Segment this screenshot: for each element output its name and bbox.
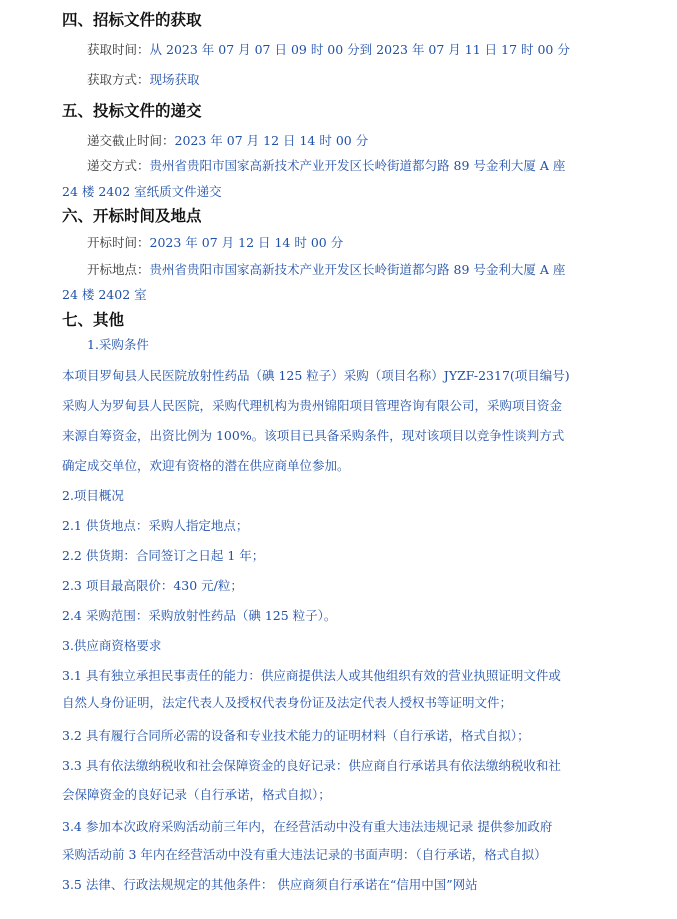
paragraph-line: 来源自筹资金，出资比例为 100%。该项目已具备采购条件，现对该项目以竞争性谈判方式 — [62, 428, 565, 443]
submission-method — [87, 157, 565, 175]
section-heading: 四、招标文件的获取 — [62, 11, 202, 29]
field-value: 现场获取 — [149, 72, 200, 87]
field-value: 贵州省贵阳市国家高新技术产业开发区长岭街道都匀路 89 号金利大厦 A 座 — [149, 262, 566, 277]
list-item: 2.4 采购范围：采购放射性药品（碘 125 粒子）。 — [62, 608, 337, 623]
field-value: 从 2023 年 07 月 07 日 09 时 00 分到 2023 年 07 月 11 日 17 时 00 分 — [149, 42, 570, 57]
section-heading: 七、其他 — [62, 311, 125, 329]
paragraph-line: 本项目罗甸县人民医院放射性药品（碘 125 粒子）采购（项目名称）JYZF-2317(项目编号) — [62, 368, 570, 383]
list-item: 2.2 供货期：合同签订之日起 1 年； — [62, 548, 265, 563]
list-item-cont: 自然人身份证明，法定代表人及授权代表身份证及法定代表人授权书等证明文件； — [62, 695, 513, 710]
item-title: 2.项目概况 — [62, 488, 124, 503]
list-item: 3.2 具有履行合同所必需的设备和专业技术能力的证明材料（自行承诺，格式自拟）； — [62, 728, 530, 743]
list-item: 2.3 项目最高限价：430 元/粒； — [62, 578, 243, 593]
list-item: 3.4 参加本次政府采购活动前三年内，在经营活动中没有重大违法违规记录 提供参加政府 — [62, 819, 553, 834]
field-label: 开标时间： — [87, 235, 150, 250]
list-item: 2.1 供货地点：采购人指定地点； — [62, 518, 249, 533]
acquisition-time — [87, 41, 570, 59]
list-item-cont: 采购活动前 3 年内在经营活动中没有重大违法记录的书面声明：（自行承诺，格式自拟） — [62, 847, 547, 862]
section-heading: 六、开标时间及地点 — [62, 207, 202, 225]
paragraph-line: 确定成交单位，欢迎有资格的潜在供应商单位参加。 — [62, 458, 350, 473]
field-label: 递交截止时间： — [87, 133, 175, 148]
field-value: 2023 年 07 月 12 日 14 时 00 分 — [149, 235, 344, 250]
field-value: 2023 年 07 月 12 日 14 时 00 分 — [174, 133, 369, 148]
paragraph-line: 采购人为罗甸县人民医院，采购代理机构为贵州锦阳项目管理咨询有限公司，采购项目资金 — [62, 398, 563, 413]
submission-method-cont: 24 楼 2402 室纸质文件递交 — [62, 184, 222, 199]
field-label: 获取时间： — [87, 42, 150, 57]
item-title: 1.采购条件 — [87, 337, 149, 352]
section-heading: 五、投标文件的递交 — [62, 102, 202, 120]
field-label: 递交方式： — [87, 158, 150, 173]
acquisition-method — [87, 71, 200, 89]
list-item: 3.5 法律、行政法规规定的其他条件： 供应商须自行承诺在“信用中国”网站 — [62, 877, 478, 892]
field-value: 贵州省贵阳市国家高新技术产业开发区长岭街道都匀路 89 号金利大厦 A 座 — [149, 158, 566, 173]
list-item-cont: 会保障资金的良好记录（自行承诺，格式自拟）； — [62, 787, 331, 802]
list-item: 3.3 具有依法缴纳税收和社会保障资金的良好记录：供应商自行承诺具有依法缴纳税收和社 — [62, 758, 561, 773]
submission-deadline — [87, 132, 368, 150]
opening-time — [87, 234, 343, 252]
field-label: 开标地点： — [87, 262, 150, 277]
item-title: 3.供应商资格要求 — [62, 638, 162, 653]
list-item: 3.1 具有独立承担民事责任的能力：供应商提供法人或其他组织有效的营业执照证明文件或 — [62, 668, 561, 683]
field-label: 获取方式： — [87, 72, 150, 87]
opening-place — [87, 261, 565, 279]
opening-place-cont: 24 楼 2402 室 — [62, 287, 147, 302]
